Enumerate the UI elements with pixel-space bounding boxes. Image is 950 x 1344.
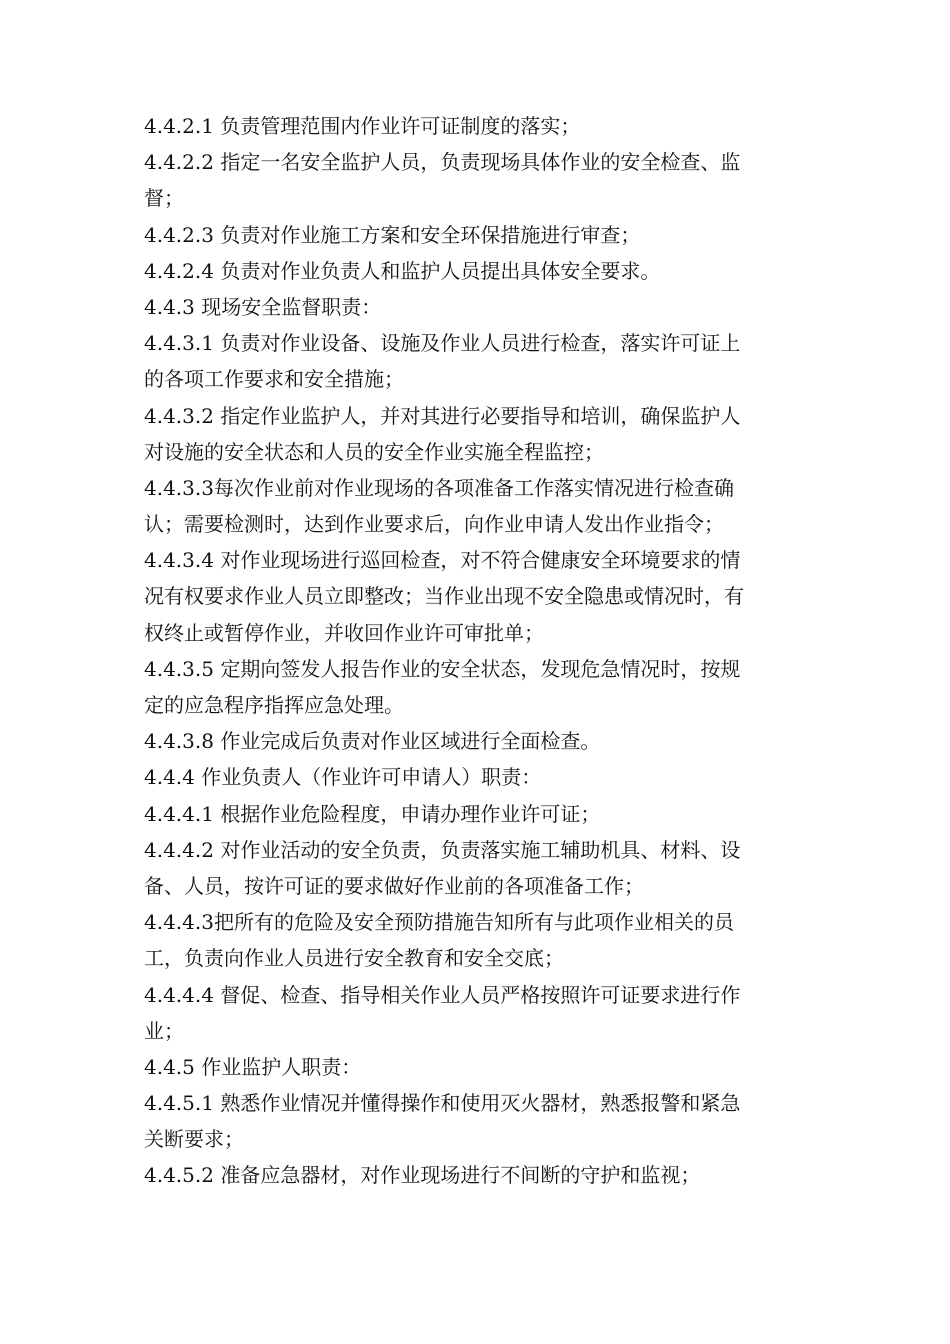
text-line: 4.4.2.2 指定一名安全监护人员，负责现场具体作业的安全检查、监	[144, 150, 741, 175]
text-line: 关断要求；	[144, 1127, 244, 1152]
text-line: 4.4.4.4 督促、检查、指导相关作业人员严格按照许可证要求进行作	[144, 982, 741, 1007]
text-line: 工，负责向作业人员进行安全教育和安全交底；	[144, 946, 564, 971]
text-line: 4.4.3.8 作业完成后负责对作业区域进行全面检查。	[144, 729, 601, 754]
text-line: 4.4.3.5 定期向签发人报告作业的安全状态，发现危急情况时，按规	[144, 656, 741, 681]
text-line: 4.4.2.1 负责管理范围内作业许可证制度的落实；	[144, 114, 581, 138]
text-line: 权终止或暂停作业，并收回作业许可审批单；	[144, 620, 544, 645]
text-line: 定的应急程序指挥应急处理。	[144, 693, 404, 717]
text-line: 4.4.4.3把所有的危险及安全预防措施告知所有与此项作业相关的员	[144, 910, 734, 935]
text-line: 4.4.3.3每次作业前对作业现场的各项准备工作落实情况进行检查确	[144, 475, 734, 500]
text-line: 4.4.3.1 负责对作业设备、设施及作业人员进行检查，落实许可证上	[144, 331, 741, 356]
section-heading: 4.4.5 作业监护人职责：	[144, 1054, 362, 1079]
text-line: 的各项工作要求和安全措施；	[144, 367, 404, 392]
text-line: 备、人员，按许可证的要求做好作业前的各项准备工作；	[144, 873, 644, 898]
text-line: 4.4.5.1 熟悉作业情况并懂得操作和使用灭火器材，熟悉报警和紧急	[144, 1091, 741, 1116]
text-line: 督；	[144, 186, 184, 211]
text-line: 4.4.2.4 负责对作业负责人和监护人员提出具体安全要求。	[144, 258, 661, 283]
text-line: 业；	[144, 1018, 184, 1043]
text-line: 对设施的安全状态和人员的安全作业实施全程监控；	[144, 439, 604, 464]
document-body	[144, 108, 810, 1194]
text-line: 4.4.3.4 对作业现场进行巡回检查，对不符合健康安全环境要求的情	[144, 548, 741, 573]
section-heading: 4.4.3 现场安全监督职责：	[144, 294, 382, 319]
section-heading: 4.4.4 作业负责人（作业许可申请人）职责：	[144, 765, 542, 790]
text-line: 认；需要检测时，达到作业要求后，向作业申请人发出作业指令；	[144, 512, 724, 537]
text-line: 4.4.2.3 负责对作业施工方案和安全环保措施进行审查；	[144, 222, 641, 247]
text-line: 4.4.5.2 准备应急器材，对作业现场进行不间断的守护和监视；	[144, 1163, 701, 1188]
text-line: 4.4.4.1 根据作业危险程度，申请办理作业许可证；	[144, 801, 601, 826]
text-line: 4.4.4.2 对作业活动的安全负责，负责落实施工辅助机具、材料、设	[144, 837, 741, 862]
text-line: 4.4.3.2 指定作业监护人，并对其进行必要指导和培训，确保监护人	[144, 403, 741, 428]
text-line: 况有权要求作业人员立即整改；当作业出现不安全隐患或情况时，有	[144, 584, 744, 609]
